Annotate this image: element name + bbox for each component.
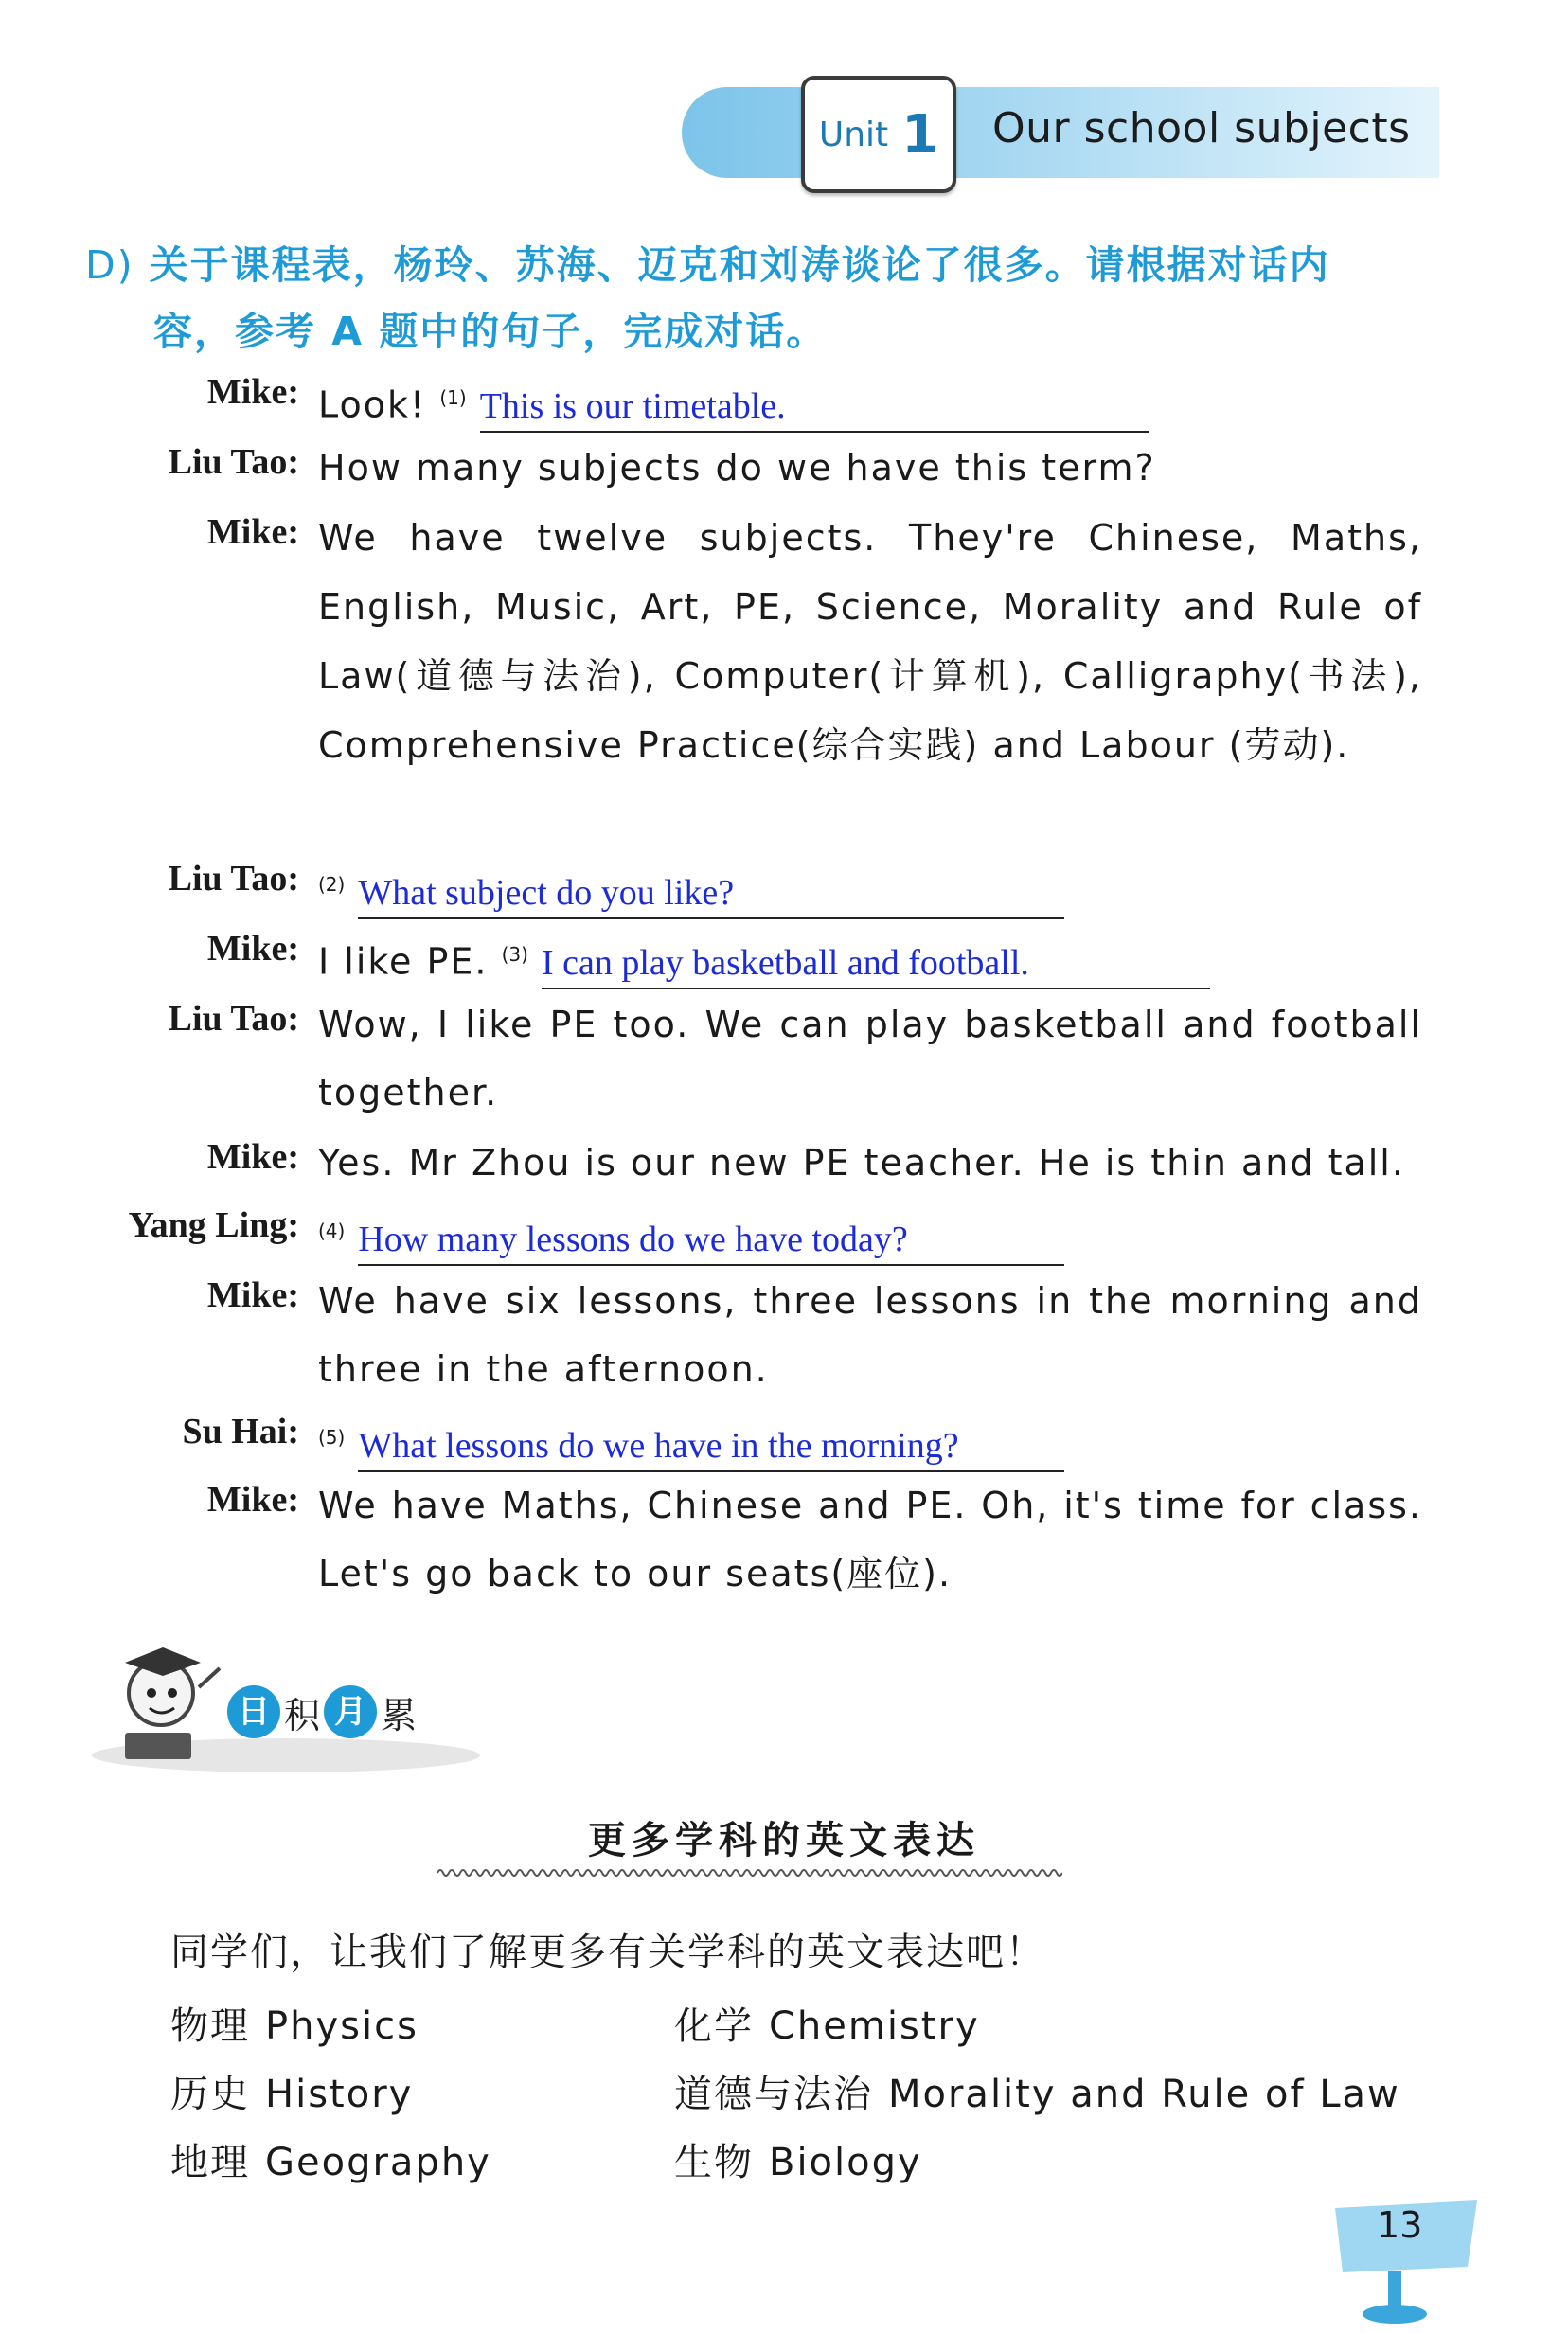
subsection-title: 更多学科的英文表达: [588, 1819, 980, 1862]
dialogue-line: [318, 364, 1422, 439]
vocab-item: [170, 2064, 413, 2118]
vocab-en: Morality and Rule of Law: [888, 2073, 1400, 2116]
instruction-line-2: 容，参考 A 题中的句子，完成对话。: [153, 309, 828, 354]
answer-blank[interactable]: How many lessons do we have today?: [358, 1215, 1064, 1266]
speaker-name: Mike:: [206, 512, 299, 552]
instruction-line-1: 关于课程表，杨玲、苏海、迈克和刘涛谈论了很多。请根据对话内: [149, 242, 1330, 288]
vocab-zh: 地理: [170, 2141, 250, 2184]
vocab-zh: 历史: [170, 2073, 250, 2116]
speaker-name: Mike:: [206, 1480, 299, 1520]
vocab-en: Chemistry: [769, 2004, 980, 2048]
speaker-name: Yang Ling:: [128, 1205, 299, 1245]
vocab-zh: 生物: [674, 2141, 754, 2184]
speaker-name: Mike:: [206, 372, 299, 412]
speaker-name: Mike:: [206, 929, 299, 969]
title-char-2: 积: [284, 1694, 321, 1736]
unit-badge: [801, 76, 956, 193]
answer-blank[interactable]: What subject do you like?: [358, 868, 1064, 919]
vocab-zh: 道德与法治: [674, 2073, 873, 2116]
title-char-1: 日: [227, 1685, 280, 1738]
answer-blank[interactable]: What lessons do we have in the morning?: [358, 1421, 1064, 1472]
speaker-name: Mike:: [206, 1275, 299, 1315]
page-number: 13: [1377, 2204, 1423, 2246]
unit-word: Unit: [818, 115, 889, 154]
dialogue-line: [318, 1403, 1422, 1479]
speaker-name: Liu Tao:: [168, 442, 299, 482]
vocab-zh: 物理: [170, 2004, 250, 2048]
speaker-name: Su Hai:: [182, 1412, 299, 1451]
blank-number: (4): [318, 1220, 346, 1242]
line-text: We have six lessons, three lessons in the morning and three in the afternoon.: [318, 1280, 1422, 1390]
wavy-underline: [437, 1863, 1062, 1882]
dialogue-line: [318, 920, 1422, 996]
vocab-en: History: [265, 2073, 414, 2116]
dialogue-line: [318, 1197, 1422, 1273]
dialogue-line: [318, 850, 1422, 926]
vocab-item: [674, 2132, 922, 2186]
title-char-4: 累: [381, 1694, 418, 1736]
speaker-name: Liu Tao:: [168, 859, 299, 899]
unit-number: 1: [901, 103, 939, 166]
vocab-zh: 化学: [674, 2004, 754, 2048]
answer-blank[interactable]: This is our timetable.: [480, 382, 1149, 433]
line-text: I like PE.: [318, 940, 489, 983]
section-d-instruction: [85, 232, 1430, 365]
speaker-name: Liu Tao:: [168, 999, 299, 1039]
line-text: How many subjects do we have this term?: [318, 447, 1156, 489]
answer-blank[interactable]: I can play basketball and football.: [542, 938, 1210, 989]
vocab-en: Biology: [769, 2141, 922, 2184]
accumulation-title: [227, 1685, 417, 1738]
line-text: Yes. Mr Zhou is our new PE teacher. He is thin and tall.: [318, 1142, 1405, 1184]
vocab-en: Geography: [265, 2141, 491, 2184]
line-text: Wow, I like PE too. We can play basketball and football together.: [318, 1004, 1422, 1113]
vocab-item: [170, 1996, 419, 2050]
vocab-item: [674, 1996, 980, 2050]
section-d-label: D): [85, 242, 134, 288]
intro-text: 同学们，让我们了解更多有关学科的英文表达吧！: [170, 1931, 1045, 1974]
blank-number: (5): [318, 1426, 346, 1449]
line-text: We have twelve subjects. They're Chinese, Maths, English, Music, Art, PE, Science, Morality and Rule of Law(道德与法治), Computer(计算机), Calligraphy(书法), Comprehensive Practice(综合实践) and Labour (劳动).: [318, 517, 1422, 766]
vocab-item: [674, 2064, 1400, 2118]
speaker-name: Mike:: [206, 1137, 299, 1177]
line-text: We have Maths, Chinese and PE. Oh, it's time for class. Let's go back to our seats(座位).: [318, 1485, 1422, 1594]
vocab-en: Physics: [265, 2004, 419, 2048]
blank-number: (1): [439, 386, 467, 409]
blank-number: (3): [501, 943, 528, 966]
unit-title: Our school subjects: [992, 104, 1411, 152]
vocab-item: [170, 2132, 491, 2186]
line-text: Look!: [318, 383, 427, 426]
title-char-3: 月: [324, 1685, 377, 1738]
blank-number: (2): [318, 873, 346, 896]
